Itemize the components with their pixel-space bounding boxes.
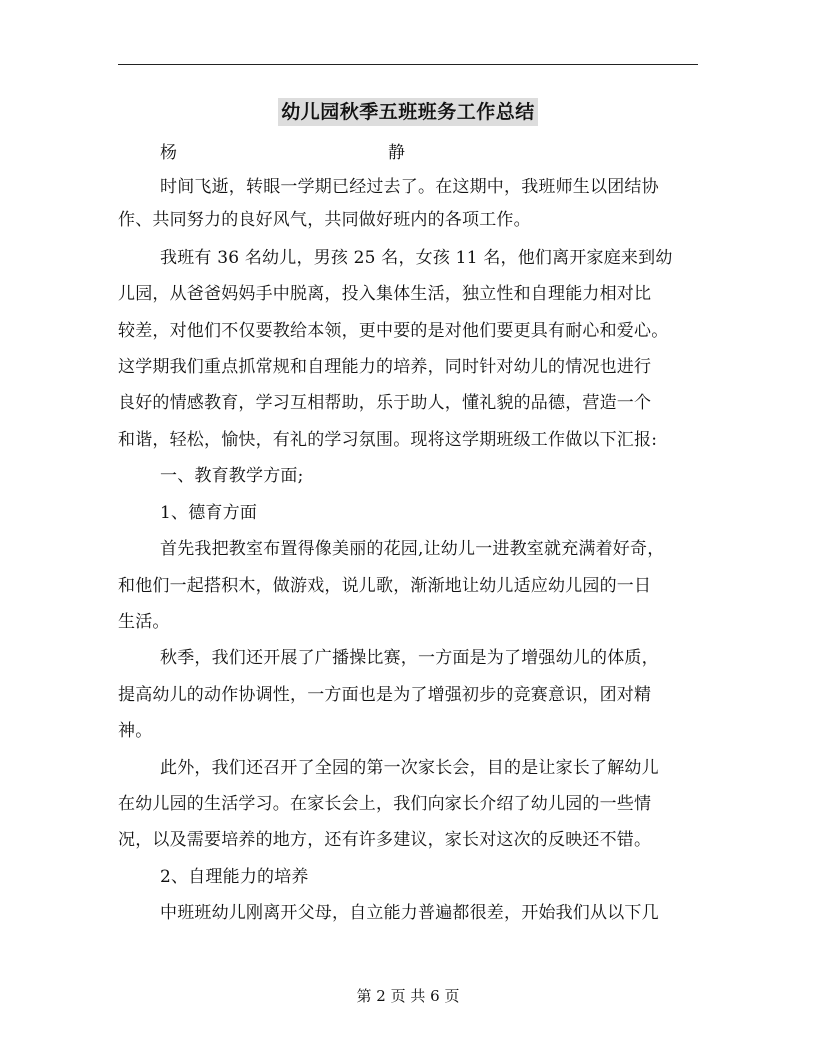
body-line: 生活。 [118, 612, 170, 632]
page-title-wrapper [0, 98, 816, 126]
body-line: 况，以及需要培养的地方，还有许多建议，家长对这次的反映还不错。 [118, 830, 652, 850]
subsection-heading: 1、德育方面 [160, 503, 258, 523]
body-line: 秋季，我们还开展了广播操比赛，一方面是为了增强幼儿的体质， [160, 648, 659, 668]
author-given-name: 静 [388, 143, 406, 163]
body-line: 较差，对他们不仅要教给本领，更中要的是对他们要更具有耐心和爱心。 [118, 321, 669, 341]
author-surname: 杨 [160, 143, 178, 163]
section-heading: 一、教育教学方面; [160, 466, 304, 486]
author-line [160, 140, 698, 166]
header-rule [118, 64, 698, 65]
body-line: 此外，我们还召开了全园的第一次家长会，目的是让家长了解幼儿 [160, 758, 659, 778]
body-line: 这学期我们重点抓常规和自理能力的培养，同时针对幼儿的情况也进行 [118, 357, 652, 377]
body-line: 作、共同努力的良好风气，共同做好班内的各项工作。 [118, 210, 531, 230]
body-line: 神。 [118, 721, 153, 741]
body-line: 和谐，轻松，愉快，有礼的学习氛围。现将这学期班级工作做以下汇报: [118, 430, 658, 450]
body-line: 提高幼儿的动作协调性，一方面也是为了增强初步的竞赛意识，团对精 [118, 685, 652, 705]
body-line: 首先我把教室布置得像美丽的花园,让幼儿一进教室就充满着好奇， [160, 539, 665, 559]
body-line: 良好的情感教育，学习互相帮助，乐于助人，懂礼貌的品德，营造一个 [118, 393, 652, 413]
body-line: 中班班幼儿刚离开父母，自立能力普遍都很差，开始我们从以下几 [160, 903, 659, 923]
page-title: 幼儿园秋季五班班务工作总结 [278, 98, 538, 126]
body-line: 在幼儿园的生活学习。在家长会上，我们向家长介绍了幼儿园的一些情 [118, 794, 652, 814]
body-line: 和他们一起搭积木，做游戏，说儿歌，渐渐地让幼儿适应幼儿园的一日 [118, 576, 652, 596]
subsection-heading: 2、自理能力的培养 [160, 867, 309, 887]
page-number: 第 2 页 共 6 页 [356, 987, 460, 1005]
body-line: 我班有 36 名幼儿，男孩 25 名，女孩 11 名，他们离开家庭来到幼 [160, 248, 673, 268]
body-line: 儿园，从爸爸妈妈手中脱离，投入集体生活，独立性和自理能力相对比 [118, 284, 652, 304]
body-line: 时间飞逝，转眼一学期已经过去了。在这期中，我班师生以团结协 [160, 177, 659, 197]
